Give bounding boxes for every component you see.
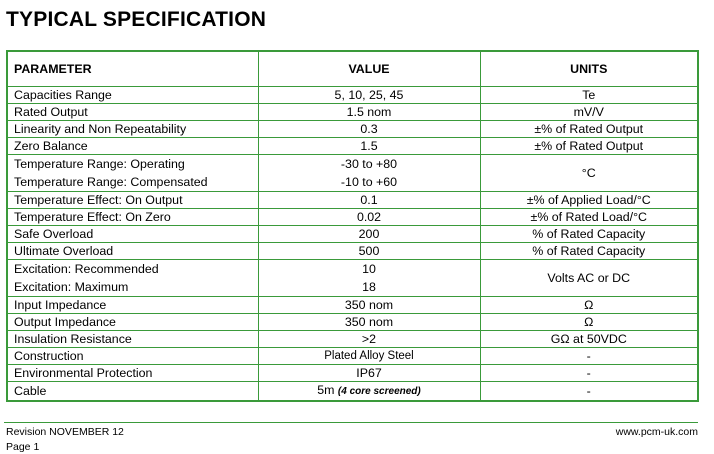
table-row xyxy=(7,155,698,192)
cable-note: (4 core screened) xyxy=(337,386,421,397)
website-link[interactable]: www.pcm-uk.com xyxy=(615,426,698,438)
header-value: VALUE xyxy=(258,51,480,87)
page-title: TYPICAL SPECIFICATION xyxy=(6,8,267,31)
row-value: 0.1 xyxy=(258,192,480,209)
table-row xyxy=(7,226,698,243)
row-units: Ω xyxy=(480,297,698,314)
parameter-line-2: Temperature Range: Compensated xyxy=(14,175,208,189)
row-value: 1.5 xyxy=(258,138,480,155)
value-line-1: -30 to +80 xyxy=(340,157,398,171)
row-value: 1.5 nom xyxy=(258,104,480,121)
row-value: >2 xyxy=(258,331,480,348)
row-units: Te xyxy=(480,87,698,104)
value-line-1: 10 xyxy=(362,262,376,276)
row-value: Plated Alloy Steel xyxy=(258,348,480,365)
row-parameter: Cable xyxy=(7,382,258,402)
revision-text: Revision NOVEMBER 12 xyxy=(6,426,124,438)
row-value: 350 nom xyxy=(258,314,480,331)
specification-table xyxy=(6,50,699,402)
table-row xyxy=(7,365,698,382)
row-parameter xyxy=(7,260,258,297)
row-units: % of Rated Capacity xyxy=(480,243,698,260)
table-row xyxy=(7,192,698,209)
row-parameter: Linearity and Non Repeatability xyxy=(7,121,258,138)
row-value xyxy=(258,260,480,297)
row-units: °C xyxy=(480,155,698,192)
header-units: UNITS xyxy=(480,51,698,87)
parameter-line-1: Excitation: Recommended xyxy=(14,262,159,276)
table-row xyxy=(7,209,698,226)
row-units: ±% of Rated Load/°C xyxy=(480,209,698,226)
row-parameter: Rated Output xyxy=(7,104,258,121)
header-parameter: PARAMETER xyxy=(7,51,258,87)
table-row xyxy=(7,138,698,155)
row-units: % of Rated Capacity xyxy=(480,226,698,243)
value-line-2: -10 to +60 xyxy=(340,175,398,189)
row-units: mV/V xyxy=(480,104,698,121)
table-row xyxy=(7,331,698,348)
table-row xyxy=(7,297,698,314)
row-units: - xyxy=(480,348,698,365)
row-parameter: Ultimate Overload xyxy=(7,243,258,260)
row-parameter: Output Impedance xyxy=(7,314,258,331)
row-value: 0.3 xyxy=(258,121,480,138)
row-parameter xyxy=(7,155,258,192)
table-row xyxy=(7,382,698,402)
row-value: 200 xyxy=(258,226,480,243)
cable-length: 5m xyxy=(317,383,335,397)
parameter-line-1: Temperature Range: Operating xyxy=(14,157,185,171)
table-row xyxy=(7,314,698,331)
table-row xyxy=(7,121,698,138)
row-value: IP67 xyxy=(258,365,480,382)
row-units: ±% of Applied Load/°C xyxy=(480,192,698,209)
row-parameter: Zero Balance xyxy=(7,138,258,155)
row-value: 0.02 xyxy=(258,209,480,226)
row-parameter: Safe Overload xyxy=(7,226,258,243)
table-row xyxy=(7,260,698,297)
value-line-2: 18 xyxy=(362,280,376,294)
page-number: Page 1 xyxy=(6,441,40,453)
table-header-row xyxy=(7,51,698,87)
row-parameter: Insulation Resistance xyxy=(7,331,258,348)
row-units: Ω xyxy=(480,314,698,331)
row-value xyxy=(258,382,480,402)
row-parameter: Temperature Effect: On Output xyxy=(7,192,258,209)
row-units: - xyxy=(480,365,698,382)
footer-divider xyxy=(4,422,698,423)
row-value xyxy=(258,155,480,192)
row-units: - xyxy=(480,382,698,402)
table-row xyxy=(7,348,698,365)
row-parameter: Temperature Effect: On Zero xyxy=(7,209,258,226)
row-parameter: Input Impedance xyxy=(7,297,258,314)
row-value: 5, 10, 25, 45 xyxy=(258,87,480,104)
row-units: GΩ at 50VDC xyxy=(480,331,698,348)
row-value: 500 xyxy=(258,243,480,260)
table-row xyxy=(7,87,698,104)
row-units: Volts AC or DC xyxy=(480,260,698,297)
parameter-line-2: Excitation: Maximum xyxy=(14,280,129,294)
row-units: ±% of Rated Output xyxy=(480,121,698,138)
row-units: ±% of Rated Output xyxy=(480,138,698,155)
table-row xyxy=(7,243,698,260)
row-parameter: Environmental Protection xyxy=(7,365,258,382)
row-parameter: Construction xyxy=(7,348,258,365)
table-row xyxy=(7,104,698,121)
row-parameter: Capacities Range xyxy=(7,87,258,104)
row-value: 350 nom xyxy=(258,297,480,314)
